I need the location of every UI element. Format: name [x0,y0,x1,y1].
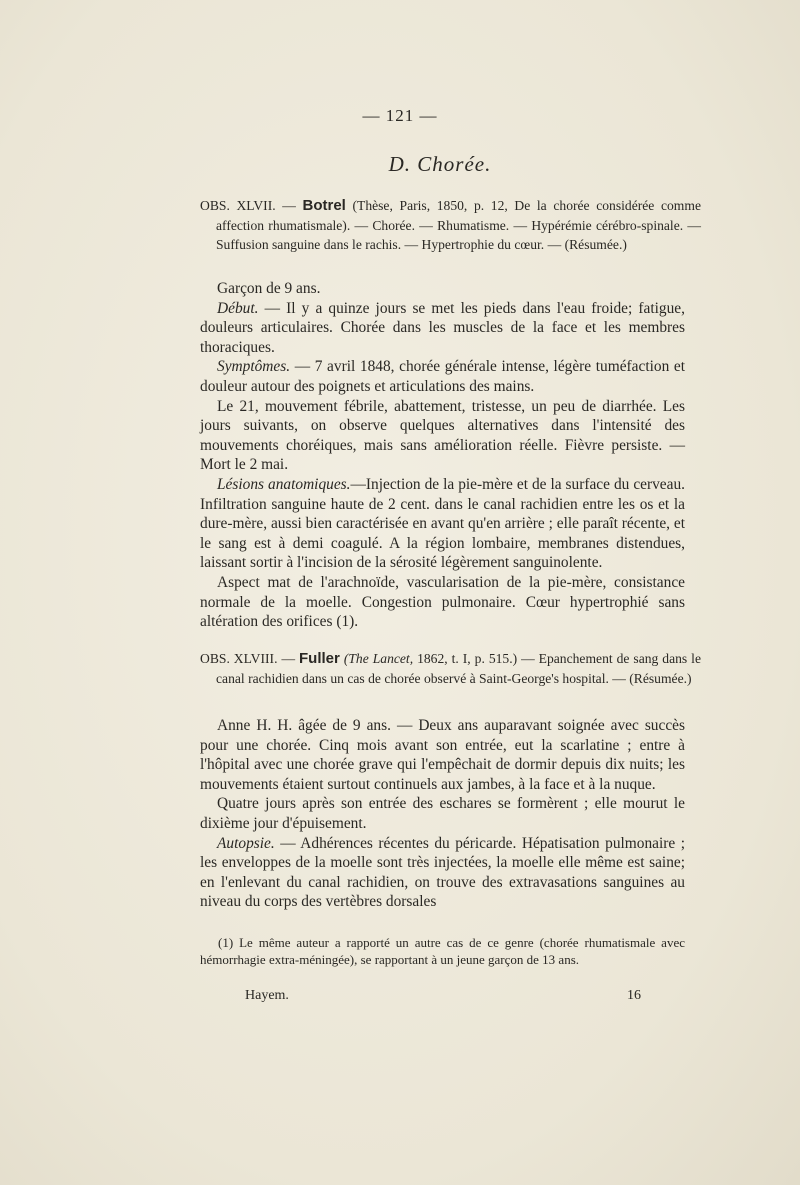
obs-47-header [200,196,701,255]
obs-48-source: (The Lancet, [343,651,414,666]
paragraph: Aspect mat de l'arachnoïde, vascularisation de la pie-mère, consistance normale de la moelle. Congestion pulmonaire. Cœur hypertrophié sans altération des orifices (1). [200,573,685,631]
obs-47-header-text: (Thèse, Paris, 1850, p. 12, De la chorée considérée comme affection rhumatismale). — Chorée. — Rhumatisme. — Hypérémie cérébro-spinale. — Suffusion sanguine dans le rachis. — Hypertrophie du cœur. — (Résumée.) [216,198,701,252]
page-number: — 121 — [362,106,438,125]
obs-47-author: Botrel [302,197,346,214]
paragraph: Quatre jours après son entrée des eschares se formèrent ; elle mourut le dixième jour d'épuisement. [200,795,685,832]
footnote: (1) Le même auteur a rapporté un autre cas de ce genre (chorée rhumatismale avec hémorrhagie extra-méningée), se rapportant à un jeune garçon de 13 ans. [200,935,685,967]
obs-48-header [200,649,701,688]
obs-48-label: OBS. XLVIII. — [200,651,296,666]
obs-47-body [200,279,685,632]
paragraph: Lésions anatomiques.—Injection de la pie-mère et de la surface du cerveau. Infiltration sanguine haute de 2 cent. dans le canal rachidien entre les os et la dure-mère, aussi bien caractérisée en avant qu'en arrière ; elle paraît récente, et le sang est à demi coagulé. A la région lombaire, membranes distendues, laissant sortir à l'incision de la sérosité légèrement sanguinolente. [200,475,686,572]
paragraph: Anne H. H. âgée de 9 ans. — Deux ans auparavant soignée avec succès pour une chorée. Cinq mois avant son entrée, eut la scarlatine ; entre à l'hôpital avec une chorée grave qui l'empêchait de dormir depuis dix nuits; les mouvements étaient surtout continuels aux jambes, à la face et à la nuque. [200,717,685,793]
paragraph: Garçon de 9 ans. [217,280,321,297]
sheet-number: 16 [627,988,641,1003]
paragraph: Le 21, mouvement fébrile, abattement, tristesse, un peu de diarrhée. Les jours suivants, on observe quelques alternatives dans l'intensité des mouvements choréiques, mais sans amélioration réelle. Fièvre persiste. — Mort le 2 mai. [200,397,685,474]
paragraph: Autopsie. — Adhérences récentes du péricarde. Hépatisation pulmonaire ; les enveloppes de la moelle sont très injectées, la moelle elle même est saine; en l'enlevant du canal rachidien, on trouve des extravasations sanguines au niveau du corps des vertèbres dorsales [200,834,685,911]
obs-48-header-text: 1862, t. I, p. 515.) — Epanchement de sang dans le canal rachidien dans un cas de chorée observé à Saint-George's hospital. — (Résumée.) [216,651,701,686]
section-title: D. Chorée. [388,152,492,176]
obs-47-label: OBS. XLVII. — [200,198,296,213]
printer-signature: Hayem. [245,988,289,1003]
paragraph: Début. — Il y a quinze jours se met les pieds dans l'eau froide; fatigue, douleurs articulaires. Chorée dans les muscles de la face et les membres thoraciques. [200,299,685,356]
paragraph: Symptômes. — 7 avril 1848, chorée générale intense, légère tuméfaction et douleur autour des poignets et articulations des mains. [200,358,685,395]
obs-48-author: Fuller [299,650,340,667]
obs-48-body [200,716,685,912]
